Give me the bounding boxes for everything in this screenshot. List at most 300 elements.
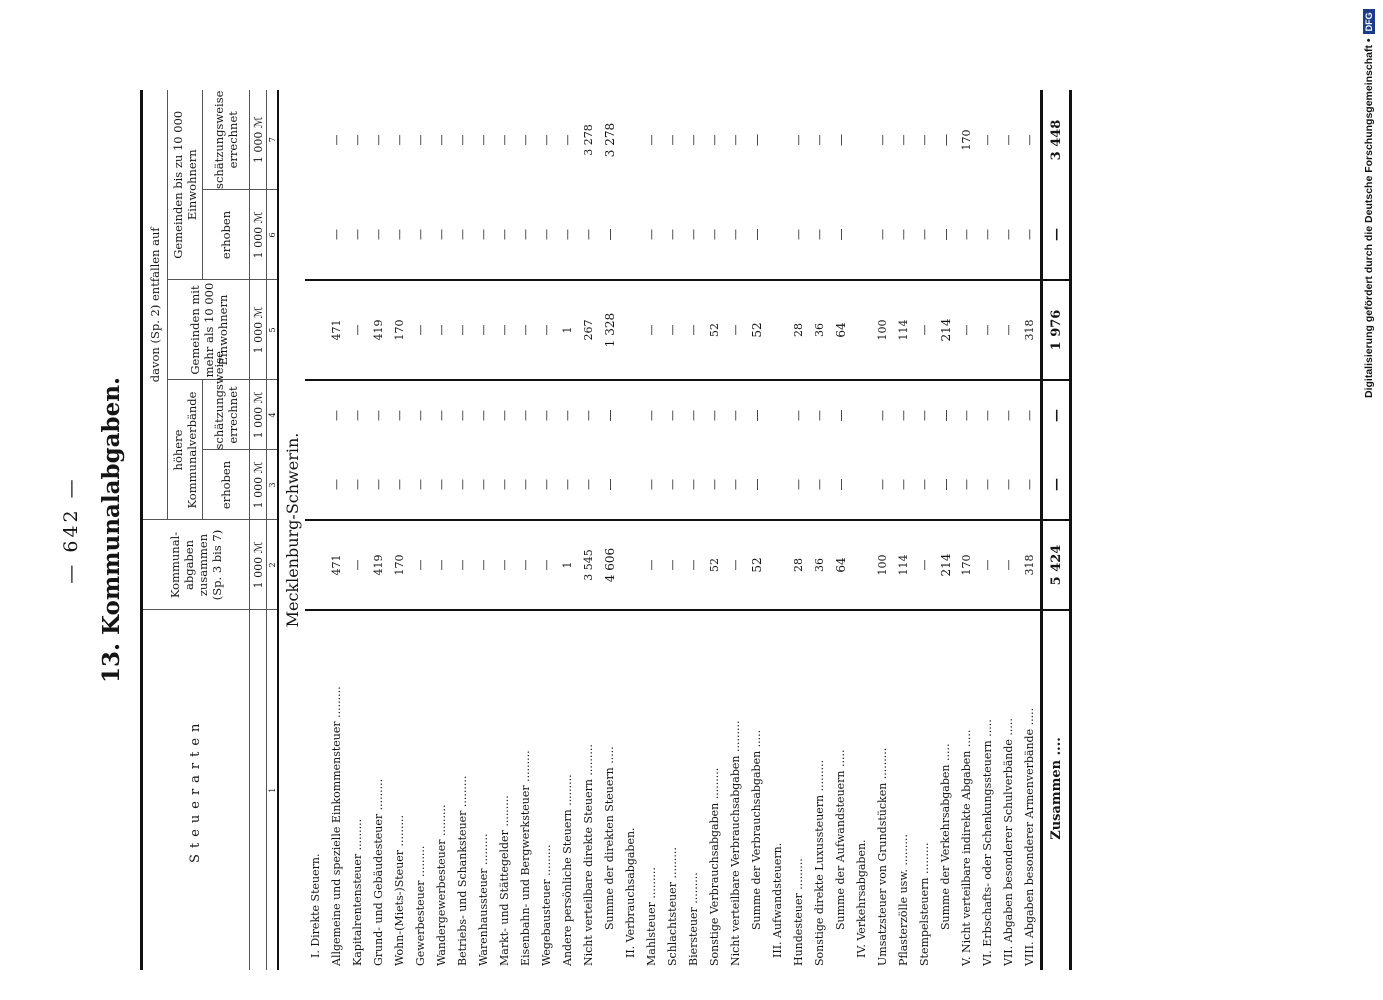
cell-c6 — [851, 190, 872, 280]
header-schaetzung-7: schätzungsweise errechnet — [203, 90, 250, 190]
row-label: Wegebausteuer ......... — [536, 610, 557, 970]
cell-c2: — — [515, 520, 536, 610]
unit-row — [250, 90, 267, 970]
cell-c6: — — [498, 229, 511, 240]
section-heading-row — [767, 90, 788, 970]
cell-c7: — — [981, 134, 994, 146]
row-label: Gewerbesteuer ......... — [410, 610, 431, 970]
cell-c5: — — [410, 280, 431, 380]
cell-c4 — [767, 380, 788, 450]
cell-c4: — — [977, 380, 998, 450]
cell-c5: 52 — [746, 280, 767, 380]
cell-c6: — — [897, 229, 910, 240]
cell-c4: — — [578, 380, 599, 450]
table-row — [494, 90, 515, 970]
row-label: VII. Abgaben besonderer Schulverbände ..... — [998, 610, 1019, 970]
cell-c6 — [767, 190, 788, 280]
page-number: — 642 — — [60, 476, 82, 584]
table-row — [389, 90, 410, 970]
cell-c7: — — [813, 134, 826, 146]
row-label: Betriebs- und Schanksteuer ......... — [452, 610, 473, 970]
cell-c2: 3 545 — [578, 520, 599, 610]
cell-c7: — — [498, 134, 511, 146]
cell-c7: — — [414, 134, 427, 146]
cell-c7: — — [938, 134, 953, 146]
cell-c7: — — [1002, 134, 1015, 146]
cell-c3: — — [498, 479, 511, 490]
cell-c6: — — [876, 229, 889, 240]
cell-c2: — — [431, 520, 452, 610]
cell-c4: — — [473, 380, 494, 450]
row-label: Kapitalrentensteuer ......... — [347, 610, 368, 970]
cell-c7: — — [645, 134, 658, 146]
total-row — [1042, 90, 1071, 970]
table-row — [368, 90, 389, 970]
cell-c6: — — [1023, 229, 1036, 240]
cell-c5: — — [473, 280, 494, 380]
cell-c7 — [620, 90, 641, 190]
cell-c3: — — [602, 478, 617, 491]
cell-c3: — — [876, 479, 889, 490]
cell-c4: — — [704, 380, 725, 450]
cell-c3: — — [414, 479, 427, 490]
cell-c2: — — [473, 520, 494, 610]
region-row — [278, 90, 305, 970]
cell-c3: — — [645, 479, 658, 490]
cell-c6: — — [708, 229, 721, 240]
column-number-row — [267, 90, 279, 970]
sum-row — [935, 90, 956, 970]
cell-c3: — — [372, 479, 385, 490]
cell-c6: — — [938, 228, 953, 241]
row-label: Andere persönliche Steuern ......... — [557, 610, 578, 970]
row-label: IV. Verkehrsabgaben. — [851, 610, 872, 970]
cell-c4: — — [893, 380, 914, 450]
unit-cell-4: 1 000 ℳ — [250, 380, 267, 450]
cell-c3: — — [519, 479, 532, 490]
cell-c4: — — [599, 380, 620, 450]
cell-c3: — — [561, 479, 574, 490]
cell-c7: — — [666, 134, 679, 146]
cell-c7 — [305, 90, 326, 190]
cell-c2: 64 — [830, 520, 851, 610]
cell-c6: — — [477, 229, 490, 240]
cell-c6: — — [687, 229, 700, 240]
table-row — [326, 90, 347, 970]
section-heading-row — [851, 90, 872, 970]
cell-c5: 267 — [578, 280, 599, 380]
cell-c5: — — [977, 280, 998, 380]
cell-c7 — [851, 90, 872, 190]
table-row — [578, 90, 599, 970]
row-label: Sonstige direkte Luxussteuern ......... — [809, 610, 830, 970]
cell-c3: — — [833, 478, 848, 491]
cell-c2 — [620, 520, 641, 610]
cell-c7: 170 — [960, 129, 973, 151]
table-row — [977, 90, 998, 970]
unit-cell-1 — [250, 610, 267, 970]
cell-c4 — [620, 380, 641, 450]
cell-c2: — — [494, 520, 515, 610]
cell-c5: — — [536, 280, 557, 380]
cell-c4: — — [452, 380, 473, 450]
row-label: Summe der Verkehrsabgaben ..... — [935, 610, 956, 970]
unit-cell-2: 1 000 ℳ — [250, 520, 267, 610]
row-label: VI. Erbschafts- oder Schenkungssteuern ..... — [977, 610, 998, 970]
cell-c2: 214 — [935, 520, 956, 610]
cell-c2: 52 — [746, 520, 767, 610]
cell-c2: — — [641, 520, 662, 610]
row-label: Schlachtsteuer ......... — [662, 610, 683, 970]
cell-c6: — — [645, 229, 658, 240]
cell-c4: — — [935, 380, 956, 450]
cell-c7: — — [540, 134, 553, 146]
cell-c7: — — [687, 134, 700, 146]
table-row — [473, 90, 494, 970]
cell-c2: 170 — [956, 520, 977, 610]
cell-c4: — — [347, 380, 368, 450]
row-label: Summe der Verbrauchsabgaben ..... — [746, 610, 767, 970]
row-label: Summe der direkten Steuern ..... — [599, 610, 620, 970]
cell-c2 — [851, 520, 872, 610]
row-label: Wohn-(Miets-)Steuer ......... — [389, 610, 410, 970]
cell-c3 — [851, 450, 872, 520]
total-c7: 3 448 — [1042, 90, 1071, 190]
cell-c3: — — [938, 478, 953, 491]
cell-c6: — — [561, 229, 574, 240]
cell-c7: — — [876, 134, 889, 146]
cell-c6: — — [602, 228, 617, 241]
cell-c7: — — [330, 134, 343, 146]
cell-c2: 419 — [368, 520, 389, 610]
cell-c4: — — [641, 380, 662, 450]
cell-c5: — — [452, 280, 473, 380]
cell-c7: — — [1023, 134, 1036, 146]
cell-c6: — — [918, 229, 931, 240]
cell-c2: — — [914, 520, 935, 610]
table-row — [893, 90, 914, 970]
table-row — [809, 90, 830, 970]
cell-c6: — — [833, 228, 848, 241]
cell-c3: — — [729, 479, 742, 490]
header-gemeinden-mehr: Gemeinden mit mehr als 10 000 Einwohnern — [168, 280, 250, 380]
row-label: I. Direkte Steuern. — [305, 610, 326, 970]
cell-c6: — — [1002, 229, 1015, 240]
cell-c4: — — [326, 380, 347, 450]
cell-c4: — — [536, 380, 557, 450]
unit-cell-3: 1 000 ℳ — [250, 450, 267, 520]
row-label: III. Aufwandsteuern. — [767, 610, 788, 970]
total-c3: — — [1042, 450, 1071, 520]
cell-c3: — — [792, 479, 805, 490]
cell-c6: — — [960, 229, 973, 240]
cell-c5: — — [662, 280, 683, 380]
cell-c5: 100 — [872, 280, 893, 380]
cell-c7: — — [897, 134, 910, 146]
cell-c3 — [767, 450, 788, 520]
cell-c3: — — [456, 479, 469, 490]
cell-c7: — — [351, 134, 364, 146]
unit-cell-5: 1 000 ℳ — [250, 280, 267, 380]
cell-c2: — — [725, 520, 746, 610]
cell-c4: — — [1019, 380, 1042, 450]
cell-c6: — — [414, 229, 427, 240]
cell-c4: — — [830, 380, 851, 450]
cell-c3: — — [897, 479, 910, 490]
cell-c7: — — [372, 134, 385, 146]
table-row — [956, 90, 977, 970]
cell-c2: 52 — [704, 520, 725, 610]
cell-c4: — — [557, 380, 578, 450]
row-label: Sonstige Verbrauchsabgaben ......... — [704, 610, 725, 970]
cell-c6: — — [813, 229, 826, 240]
cell-c5: — — [494, 280, 515, 380]
cell-c4: — — [368, 380, 389, 450]
table-row — [515, 90, 536, 970]
credit-text: Digitalisierung gefördert durch die Deutsche Forschungsgemeinschaft • — [1363, 38, 1375, 398]
cell-c7: 3 278 — [602, 122, 617, 158]
cell-c2: — — [410, 520, 431, 610]
cell-c5: — — [431, 280, 452, 380]
cell-c5: — — [998, 280, 1019, 380]
total-label: Zusammen .... — [1042, 610, 1071, 970]
cell-c2: 1 — [557, 520, 578, 610]
cell-c4: — — [956, 380, 977, 450]
cell-c5: 36 — [809, 280, 830, 380]
cell-c2: 100 — [872, 520, 893, 610]
cell-c2: — — [998, 520, 1019, 610]
cell-c7: — — [393, 134, 406, 146]
cell-c4: — — [746, 380, 767, 450]
cell-c6: — — [456, 229, 469, 240]
cell-c4: — — [683, 380, 704, 450]
cell-c3: — — [813, 479, 826, 490]
cell-c7: — — [833, 134, 848, 146]
header-schaetzung-4: schätzungsweise errechnet — [203, 380, 250, 450]
colnum-5: 5 — [267, 280, 279, 380]
cell-c5: 114 — [893, 280, 914, 380]
cell-c3: — — [582, 479, 595, 490]
cell-c5: — — [914, 280, 935, 380]
total-c4: — — [1042, 380, 1071, 450]
header-steuerarten: Steuerarten — [142, 610, 250, 970]
cell-c6: — — [729, 229, 742, 240]
sum-row — [599, 90, 620, 970]
table-row — [788, 90, 809, 970]
cell-c3: — — [960, 479, 973, 490]
table-row — [704, 90, 725, 970]
row-label: Mahlsteuer ......... — [641, 610, 662, 970]
unit-cell-7: 1 000 ℳ — [250, 90, 267, 190]
cell-c4: — — [998, 380, 1019, 450]
cell-c2: — — [683, 520, 704, 610]
cell-c5: — — [347, 280, 368, 380]
cell-c5: — — [725, 280, 746, 380]
cell-c2: — — [977, 520, 998, 610]
cell-c2: — — [347, 520, 368, 610]
cell-c2: 36 — [809, 520, 830, 610]
row-label: VIII. Abgaben besonderer Armenverbände ..... — [1019, 610, 1042, 970]
table-row — [557, 90, 578, 970]
row-label: Warenhaussteuer ......... — [473, 610, 494, 970]
section-heading-row — [620, 90, 641, 970]
cell-c2: 170 — [389, 520, 410, 610]
row-label: Nicht verteilbare direkte Steuern ......... — [578, 610, 599, 970]
cell-c7: — — [749, 134, 764, 146]
cell-c4: — — [725, 380, 746, 450]
row-label: Stempelsteuern ......... — [914, 610, 935, 970]
cell-c4: — — [389, 380, 410, 450]
cell-c5 — [767, 280, 788, 380]
cell-c6: — — [372, 229, 385, 240]
table-row — [872, 90, 893, 970]
cell-c5: — — [515, 280, 536, 380]
cell-c7: — — [519, 134, 532, 146]
header-gemeinden-bis: Gemeinden bis zu 10 000 Einwohnern — [168, 90, 203, 280]
cell-c6 — [620, 190, 641, 280]
cell-c5: 52 — [704, 280, 725, 380]
cell-c6: — — [393, 229, 406, 240]
row-label: Eisenbahn- und Bergwerksteuer ......... — [515, 610, 536, 970]
colnum-2: 2 — [267, 520, 279, 610]
table-body — [305, 90, 1042, 970]
header-hoehere: höhere Kommunalverbände — [168, 380, 203, 520]
cell-c4 — [305, 380, 326, 450]
cell-c6: — — [519, 229, 532, 240]
cell-c5: 170 — [389, 280, 410, 380]
header-kommunalabgaben: Kommunal-abgaben zusammen (Sp. 3 bis 7) — [142, 520, 250, 610]
cell-c7: — — [456, 134, 469, 146]
cell-c5: — — [683, 280, 704, 380]
cell-c2: 4 606 — [599, 520, 620, 610]
cell-c2: 318 — [1019, 520, 1042, 610]
cell-c4: — — [872, 380, 893, 450]
cell-c5 — [620, 280, 641, 380]
cell-c3 — [620, 450, 641, 520]
header-davon: davon (Sp. 2) entfallen auf — [142, 90, 168, 520]
cell-c6: — — [792, 229, 805, 240]
cell-c3: — — [708, 479, 721, 490]
cell-c4: — — [809, 380, 830, 450]
colnum-3: 3 — [267, 450, 279, 520]
cell-c3: — — [393, 479, 406, 490]
row-label: Grund- und Gebäudesteuer ......... — [368, 610, 389, 970]
colnum-4: 4 — [267, 380, 279, 450]
cell-c6: — — [330, 229, 343, 240]
cell-c2: — — [452, 520, 473, 610]
cell-c6: — — [981, 229, 994, 240]
total-c5: 1 976 — [1042, 280, 1071, 380]
cell-c5: 214 — [935, 280, 956, 380]
cell-c7: — — [561, 134, 574, 146]
header-erhoben-3: erhoben — [203, 450, 250, 520]
cell-c7: 3 278 — [582, 124, 595, 156]
cell-c5: — — [956, 280, 977, 380]
cell-c3: — — [687, 479, 700, 490]
table-row — [725, 90, 746, 970]
cell-c4: — — [515, 380, 536, 450]
cell-c7: — — [729, 134, 742, 146]
sum-row — [746, 90, 767, 970]
row-label: Allgemeine und spezielle Einkommensteuer ......... — [326, 610, 347, 970]
table-row — [998, 90, 1019, 970]
colnum-6: 6 — [267, 190, 279, 280]
region-title: Mecklenburg-Schwerin. — [282, 432, 302, 628]
digitization-credit — [1360, 8, 1378, 398]
cell-c4: — — [914, 380, 935, 450]
cell-c3: — — [981, 479, 994, 490]
tax-table — [140, 90, 1072, 970]
cell-c2 — [305, 520, 326, 610]
cell-c3: — — [330, 479, 343, 490]
cell-c2: 28 — [788, 520, 809, 610]
table-row — [452, 90, 473, 970]
dfg-logo: DFG — [1363, 9, 1375, 34]
cell-c5: 64 — [830, 280, 851, 380]
cell-c6: — — [435, 229, 448, 240]
cell-c3: — — [435, 479, 448, 490]
header-row-1 — [142, 90, 168, 970]
sum-row — [830, 90, 851, 970]
cell-c3: — — [1023, 479, 1036, 490]
cell-c2: 471 — [326, 520, 347, 610]
cell-c5: — — [641, 280, 662, 380]
table-row — [1019, 90, 1042, 970]
table-row — [431, 90, 452, 970]
table-row — [410, 90, 431, 970]
table-row — [347, 90, 368, 970]
cell-c5: 471 — [326, 280, 347, 380]
cell-c2: — — [662, 520, 683, 610]
cell-c6 — [305, 190, 326, 280]
table-row — [536, 90, 557, 970]
row-label: Summe der Aufwandsteuern ..... — [830, 610, 851, 970]
cell-c5: 28 — [788, 280, 809, 380]
cell-c4: — — [410, 380, 431, 450]
table-row — [641, 90, 662, 970]
cell-c3 — [305, 450, 326, 520]
cell-c5 — [851, 280, 872, 380]
cell-c2: — — [536, 520, 557, 610]
table-row — [662, 90, 683, 970]
cell-c6: — — [749, 228, 764, 241]
cell-c7: — — [918, 134, 931, 146]
row-label: V. Nicht verteilbare indirekte Abgaben ..... — [956, 610, 977, 970]
row-label: Pflasterzölle usw. ......... — [893, 610, 914, 970]
cell-c7: — — [792, 134, 805, 146]
cell-c7: — — [435, 134, 448, 146]
table-row — [914, 90, 935, 970]
cell-c7: — — [477, 134, 490, 146]
cell-c7: — — [708, 134, 721, 146]
cell-c3: — — [666, 479, 679, 490]
cell-c2: 114 — [893, 520, 914, 610]
cell-c4: — — [788, 380, 809, 450]
cell-c6: — — [582, 229, 595, 240]
cell-c3: — — [749, 478, 764, 491]
cell-c5: 419 — [368, 280, 389, 380]
row-label: Nicht verteilbare Verbrauchsabgaben ......... — [725, 610, 746, 970]
row-label: Markt- und Stättegelder ......... — [494, 610, 515, 970]
row-label: II. Verbrauchsabgaben. — [620, 610, 641, 970]
cell-c3: — — [351, 479, 364, 490]
cell-c4 — [851, 380, 872, 450]
cell-c2 — [767, 520, 788, 610]
cell-c3: — — [540, 479, 553, 490]
row-label: Hundesteuer ......... — [788, 610, 809, 970]
section-heading-row — [305, 90, 326, 970]
cell-c4: — — [662, 380, 683, 450]
